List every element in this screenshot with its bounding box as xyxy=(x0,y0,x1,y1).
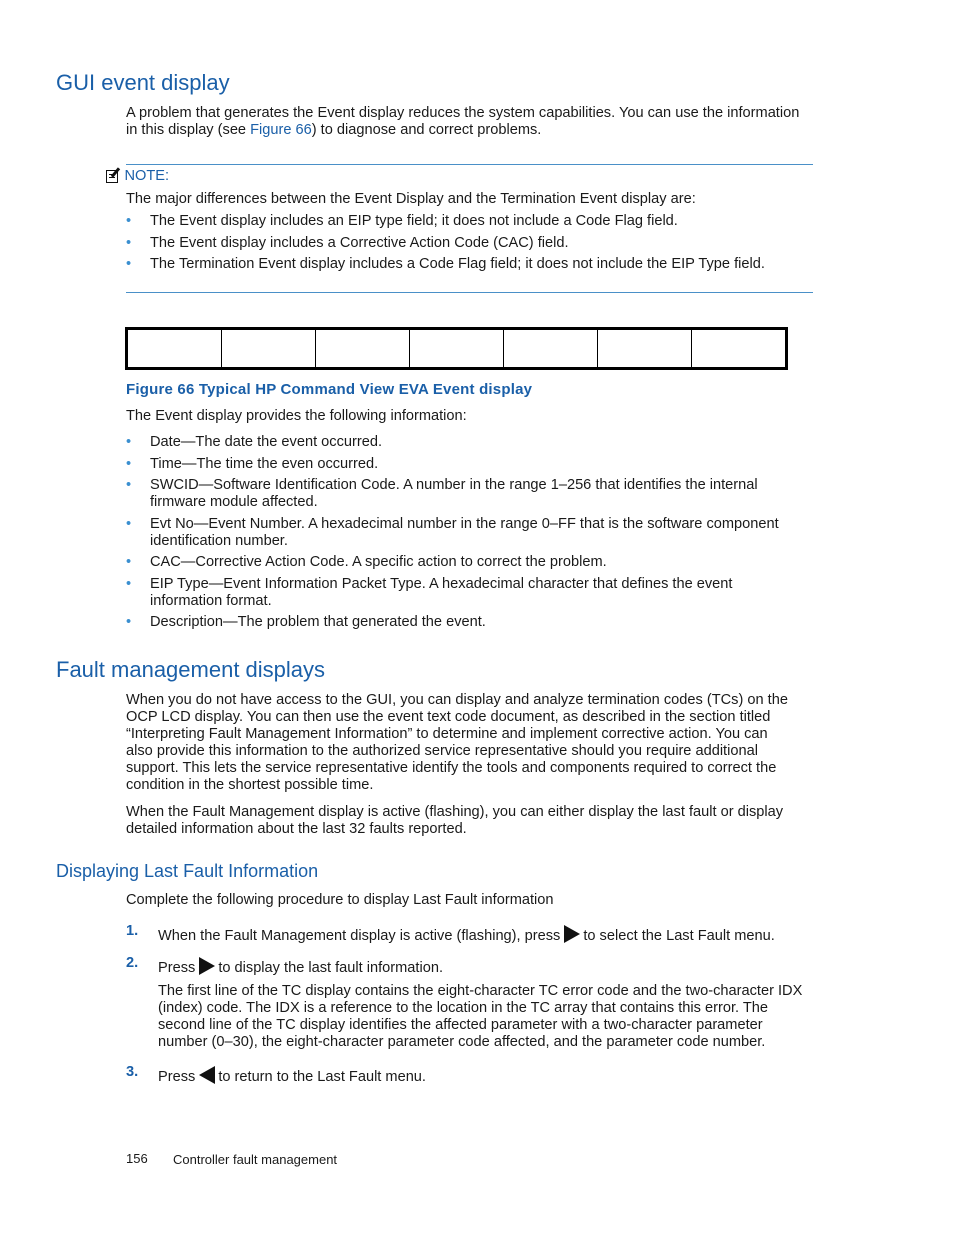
list-item-text: SWCID—Software Identification Code. A number in the range 1–256 that identifies the internal xyxy=(150,477,758,493)
event-display-cell xyxy=(127,329,222,369)
footer-section-name: Controller fault management xyxy=(173,1152,338,1167)
section-title-gui-event-display: GUI event display xyxy=(56,70,230,95)
event-display-cell xyxy=(316,329,410,369)
event-display-cell xyxy=(692,329,787,369)
note-label: NOTE: xyxy=(124,168,170,184)
step-number: 2. xyxy=(126,955,139,971)
list-item xyxy=(126,516,826,550)
step-text-before: Press xyxy=(158,1069,196,1085)
figure-66-link[interactable]: Figure 66 xyxy=(250,122,312,138)
bullet-icon: • xyxy=(126,256,132,272)
step-text-after: to select the Last Fault menu. xyxy=(583,928,775,944)
fault-management-paragraph-1 xyxy=(126,692,836,794)
list-item xyxy=(126,456,826,473)
list-item-text: Date—The date the event occurred. xyxy=(150,434,383,450)
note-header xyxy=(106,167,169,185)
paragraph-line: The first line of the TC display contains the eight-character TC error code and the two-character IDX xyxy=(158,983,803,999)
paragraph-line: support. This lets the service representative identify the tools and components required to correct the xyxy=(126,760,777,776)
step-number: 1. xyxy=(126,923,139,939)
last-fault-lead: Complete the following procedure to display Last Fault information xyxy=(126,892,554,908)
event-info-lead: The Event display provides the following information: xyxy=(126,408,467,424)
event-info-list xyxy=(126,434,826,636)
paragraph-line: detailed information about the last 32 faults reported. xyxy=(126,821,467,837)
bullet-icon: • xyxy=(126,575,132,592)
bullet-icon: • xyxy=(126,213,132,229)
paragraph-line: OCP LCD display. You can then use the event text code document, as described in the section titled xyxy=(126,709,771,725)
list-item-text: Time—The time the even occurred. xyxy=(150,455,379,472)
step-1 xyxy=(126,923,836,945)
bullet-icon: • xyxy=(126,455,132,472)
list-item xyxy=(126,434,826,451)
left-arrow-icon xyxy=(199,1066,215,1084)
step-number: 3. xyxy=(126,1064,139,1080)
event-display-cell xyxy=(410,329,504,369)
step-2-detail xyxy=(158,983,838,1051)
list-item-text: Description—The problem that generated the event. xyxy=(150,614,486,630)
list-item-text: CAC—Corrective Action Code. A specific action to correct the problem. xyxy=(150,554,607,570)
paragraph-line: second line of the TC display identifies the affected parameter with a two-character parameter xyxy=(158,1017,763,1033)
intro-text: in this display (see xyxy=(126,122,251,138)
bullet-icon: • xyxy=(126,554,132,570)
note-top-rule xyxy=(126,164,813,165)
list-item xyxy=(126,477,826,511)
intro-text-end: ) to diagnose and correct problems. xyxy=(311,122,542,138)
paragraph-line: When the Fault Management display is active (flashing), you can either display the last fault or display xyxy=(126,804,784,820)
bullet-icon: • xyxy=(126,515,132,532)
list-item-text: EIP Type—Event Information Packet Type. A hexadecimal character that defines the event xyxy=(150,575,733,592)
paragraph-line: number (0–30), the eight-character parameter code affected, and the parameter code number. xyxy=(158,1034,766,1050)
list-item-text: The Event display includes a Corrective Action Code (CAC) field. xyxy=(150,234,569,251)
note-lead: The major differences between the Event Display and the Termination Event display are: xyxy=(126,191,696,207)
bullet-icon: • xyxy=(126,234,132,251)
list-item-text: information format. xyxy=(150,592,272,609)
list-item-text: identification number. xyxy=(150,532,288,549)
step-text-after: to return to the Last Fault menu. xyxy=(218,1069,426,1085)
paragraph-line: (index) code. The IDX is a reference to the location in the TC array that contains this error. The xyxy=(158,1000,769,1016)
list-item-text: Evt No—Event Number. A hexadecimal number in the range 0–FF that is the software component xyxy=(150,515,779,532)
event-display-figure xyxy=(125,327,788,370)
event-display-cell xyxy=(598,329,692,369)
event-display-cell xyxy=(504,329,598,369)
fault-management-paragraph-2 xyxy=(126,804,836,838)
bullet-icon: • xyxy=(126,477,132,493)
note-bottom-rule xyxy=(126,292,813,293)
note-icon xyxy=(106,168,120,182)
paragraph-line: condition in the shortest possible time. xyxy=(126,777,374,793)
section-title-fault-management: Fault management displays xyxy=(56,657,326,682)
step-text xyxy=(158,1066,426,1086)
list-item xyxy=(126,213,826,230)
list-item xyxy=(126,256,826,273)
list-item xyxy=(126,614,826,631)
step-text xyxy=(158,957,443,977)
gui-event-intro xyxy=(126,105,836,139)
list-item-text: The Termination Event display includes a Code Flag field; it does not include the EIP Type field. xyxy=(150,256,765,272)
bullet-icon: • xyxy=(126,434,132,450)
step-2 xyxy=(126,955,836,977)
event-display-row xyxy=(127,329,787,369)
figure-caption: Figure 66 Typical HP Command View EVA Event display xyxy=(126,381,533,398)
step-text-before: Press xyxy=(158,960,196,976)
step-text xyxy=(158,925,775,945)
step-text-before: When the Fault Management display is active (flashing), press xyxy=(158,928,561,944)
paragraph-line: “Interpreting Fault Management Information” to determine and implement corrective action. You can xyxy=(126,726,768,742)
right-arrow-icon xyxy=(564,925,580,943)
list-item-text: The Event display includes an EIP type field; it does not include a Code Flag field. xyxy=(150,213,678,229)
page-number: 156 xyxy=(126,1151,148,1166)
list-item xyxy=(126,576,826,610)
paragraph-line: also provide this information to the authorized service representative should you require additional xyxy=(126,743,758,759)
step-3 xyxy=(126,1064,836,1086)
intro-line-1: A problem that generates the Event display reduces the system capabilities. You can use the information xyxy=(126,105,800,121)
paragraph-line: When you do not have access to the GUI, you can display and analyze termination codes (TCs) on the xyxy=(126,692,788,708)
list-item-text: firmware module affected. xyxy=(150,494,318,510)
section-title-last-fault: Displaying Last Fault Information xyxy=(56,861,319,881)
list-item xyxy=(126,554,826,571)
step-text-after: to display the last fault information. xyxy=(218,960,444,976)
note-list xyxy=(126,213,826,273)
bullet-icon: • xyxy=(126,614,132,630)
list-item xyxy=(126,235,826,252)
right-arrow-icon xyxy=(199,957,215,975)
event-display-cell xyxy=(222,329,316,369)
intro-line-2 xyxy=(126,122,836,139)
event-display-grid xyxy=(125,327,788,370)
